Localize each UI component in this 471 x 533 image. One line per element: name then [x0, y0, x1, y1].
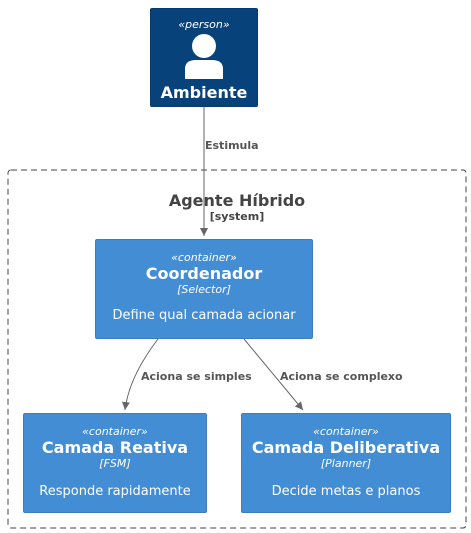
reactive-technology: [FSM] — [99, 457, 131, 470]
coordinator-stereotype: «container» — [171, 251, 237, 264]
person-icon — [184, 33, 224, 79]
reactive-stereotype: «container» — [82, 425, 148, 438]
boundary-title — [8, 191, 466, 223]
edge-label-simple: Aciona se simples — [141, 370, 252, 383]
deliberative-technology: [Planner] — [320, 457, 372, 470]
person-stereotype: «person» — [178, 18, 230, 31]
container-camada-reativa[interactable] — [23, 413, 207, 513]
edge-label-complex: Aciona se complexo — [280, 370, 403, 383]
coordinator-name: Coordenador — [145, 264, 263, 283]
coordinator-description: Define qual camada acionar — [112, 308, 296, 323]
reactive-description: Responde rapidamente — [39, 484, 191, 499]
boundary-name: Agente Híbrido — [168, 191, 306, 210]
deliberative-description: Decide metas e planos — [271, 484, 421, 499]
coordinator-technology: [Selector] — [177, 283, 231, 296]
reactive-name: Camada Reativa — [41, 438, 189, 457]
container-camada-deliberativa[interactable] — [241, 413, 451, 513]
container-coordenador[interactable] — [95, 239, 313, 339]
deliberative-stereotype: «container» — [313, 425, 379, 438]
person-name: Ambiente — [160, 83, 248, 102]
boundary-type: [system] — [209, 210, 265, 223]
edge-label-stimulate: Estimula — [205, 139, 259, 152]
deliberative-name: Camada Deliberativa — [251, 438, 441, 457]
person-ambiente[interactable] — [150, 8, 258, 107]
